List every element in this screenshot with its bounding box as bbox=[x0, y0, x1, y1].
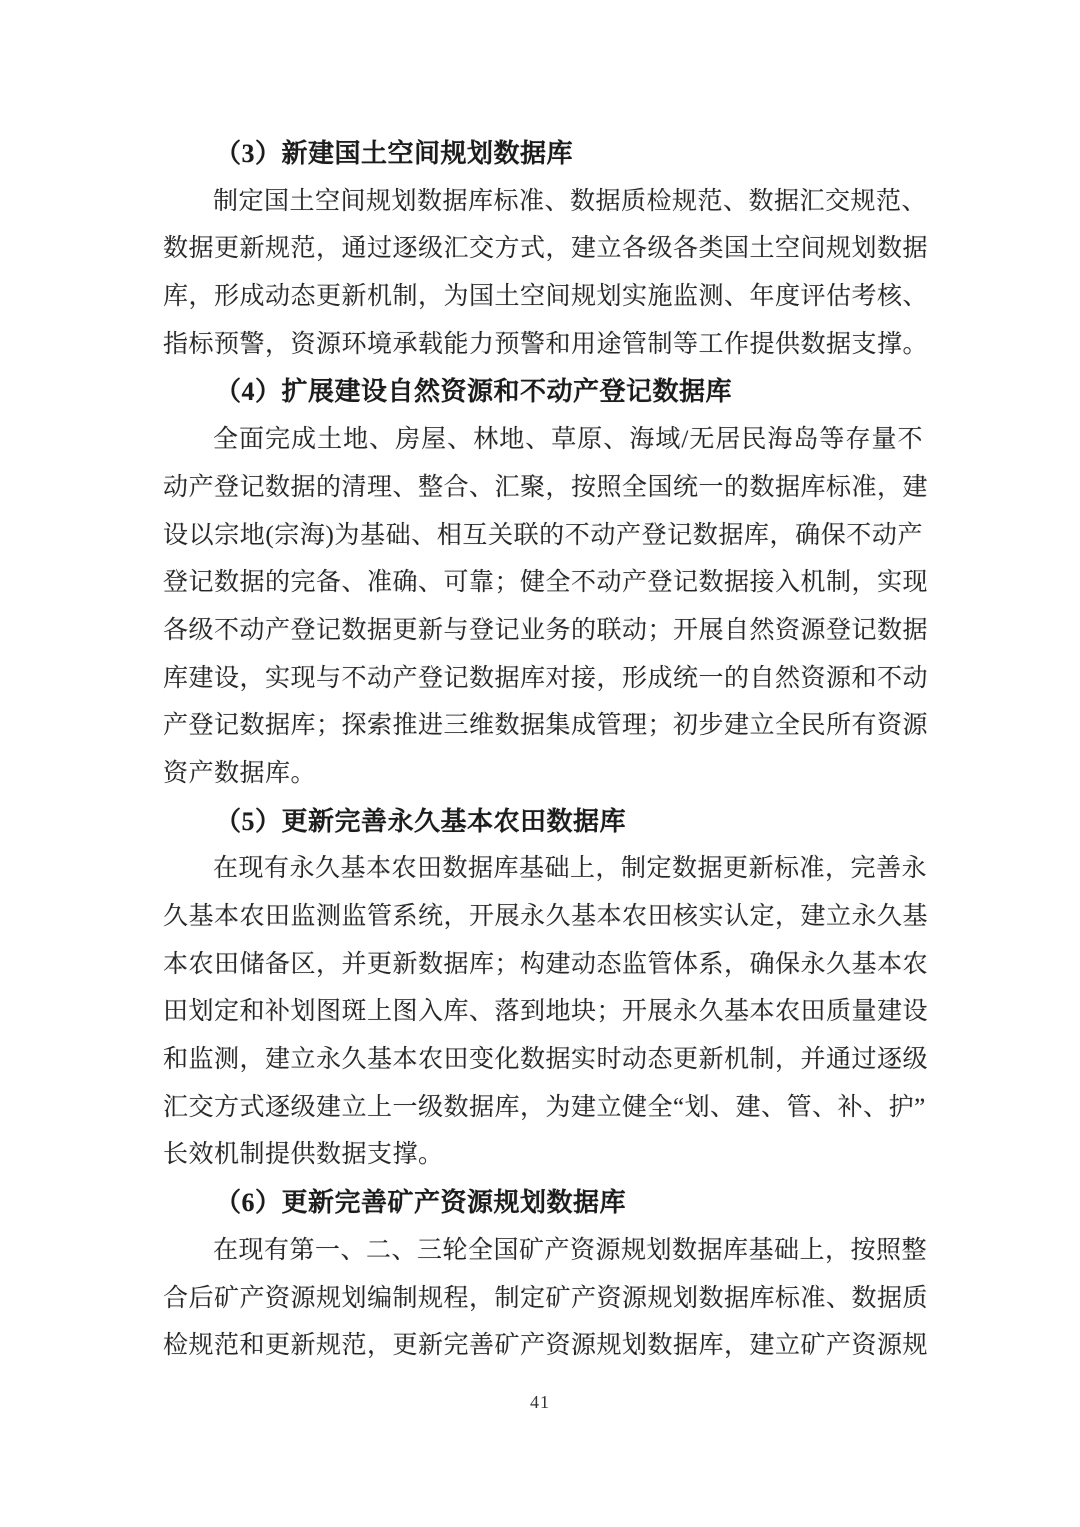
section-5-line-3: 本农田储备区，并更新数据库；构建动态监管体系，确保永久基本农 bbox=[163, 950, 929, 978]
section-4-line-7: 产登记数据库；探索推进三维数据集成管理；初步建立全民所有资源 bbox=[163, 712, 929, 740]
section-4-line-1: 全面完成土地、房屋、林地、草原、海域/无居民海岛等存量不 bbox=[213, 426, 923, 454]
section-6-line-1: 在现有第一、二、三轮全国矿产资源规划数据库基础上，按照整 bbox=[213, 1236, 928, 1264]
section-5-line-7: 长效机制提供数据支撑。 bbox=[163, 1141, 444, 1169]
section-5-heading: （5）更新完善永久基本农田数据库 bbox=[215, 806, 627, 836]
section-3-line-3: 库，形成动态更新机制，为国土空间规划实施监测、年度评估考核、 bbox=[163, 283, 929, 311]
section-4-heading: （4）扩展建设自然资源和不动产登记数据库 bbox=[215, 377, 733, 407]
section-5-line-2: 久基本农田监测监管系统，开展永久基本农田核实认定，建立永久基 bbox=[163, 903, 929, 930]
section-3-line-2: 数据更新规范，通过逐级汇交方式，建立各级各类国土空间规划数据 bbox=[163, 235, 929, 263]
section-3-heading: （3）新建国土空间规划数据库 bbox=[215, 139, 574, 168]
section-4-line-5: 各级不动产登记数据更新与登记业务的联动；开展自然资源登记数据 bbox=[163, 616, 929, 644]
section-4-line-4: 登记数据的完备、准确、可靠；健全不动产登记数据接入机制，实现 bbox=[163, 569, 929, 597]
section-6-line-3: 检规范和更新规范，更新完善矿产资源规划数据库，建立矿产资源规 bbox=[163, 1332, 929, 1360]
section-3-line-1: 制定国土空间规划数据库标准、数据质检规范、数据汇交规范、 bbox=[213, 187, 928, 215]
page-number: 41 bbox=[530, 1392, 550, 1412]
section-4-line-3: 设以宗地(宗海)为基础、相互关联的不动产登记数据库，确保不动产 bbox=[163, 521, 923, 549]
document-content bbox=[163, 130, 929, 1370]
section-6-line-2: 合后矿产资源规划编制规程，制定矿产资源规划数据库标准、数据质 bbox=[163, 1284, 929, 1312]
section-5-line-4: 田划定和补划图斑上图入库、落到地块；开展永久基本农田质量建设 bbox=[163, 998, 929, 1026]
section-3-line-4: 指标预警，资源环境承载能力预警和用途管制等工作提供数据支撑。 bbox=[163, 330, 929, 358]
section-4-line-6: 库建设，实现与不动产登记数据库对接，形成统一的自然资源和不动 bbox=[163, 664, 929, 692]
section-5-line-1: 在现有永久基本农田数据库基础上，制定数据更新标准，完善永 bbox=[213, 855, 928, 883]
section-4-line-2: 动产登记数据的清理、整合、汇聚，按照全国统一的数据库标准，建 bbox=[163, 473, 929, 501]
section-4-line-8: 资产数据库。 bbox=[163, 759, 317, 787]
section-5-line-5: 和监测，建立永久基本农田变化数据实时动态更新机制，并通过逐级 bbox=[163, 1046, 929, 1074]
section-6-heading: （6）更新完善矿产资源规划数据库 bbox=[215, 1188, 627, 1218]
section-5-line-6: 汇交方式逐级建立上一级数据库，为建立健全“划、建、管、补、护” bbox=[163, 1093, 926, 1121]
